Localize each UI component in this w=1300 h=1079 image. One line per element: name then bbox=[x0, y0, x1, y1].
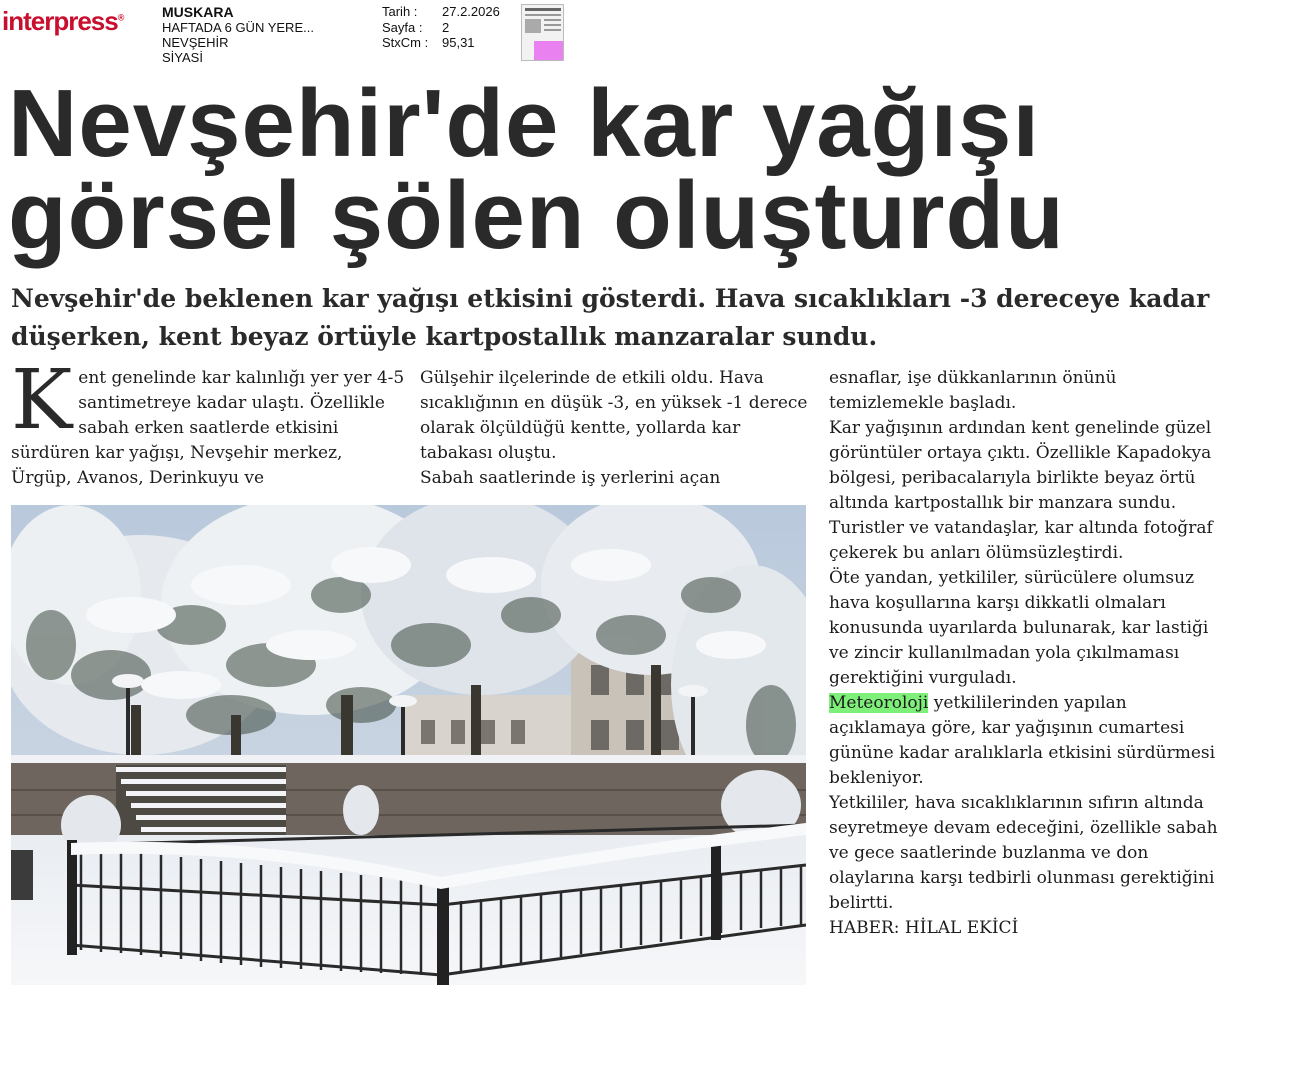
meta-date-label: Tarih : bbox=[382, 4, 418, 19]
drop-cap: K bbox=[11, 353, 73, 448]
meta-stxcm-value: 95,31 bbox=[442, 35, 475, 50]
clipping-meta bbox=[382, 4, 500, 51]
column-3-paragraph-4-text: yetkililerinden yapılan açıklamaya göre, kar yağışının cumartesi gününe kadar aralıklarla etkisini sürdürmesi bekleniyor. bbox=[829, 693, 1216, 788]
column-3-paragraph-3: Öte yandan, yetkililer, sürücülere olumsuz hava koşullarına karşı dikkatli olmaları konusunda uyarılarda bulunarak, kar lastiği ve zincir kullanılmadan yola çıkılmaması gerektiğini vurguladı. bbox=[829, 568, 1209, 688]
column-3-paragraph-4 bbox=[829, 691, 1229, 791]
thumbnail-highlight bbox=[534, 41, 564, 61]
meta-date-row bbox=[382, 4, 500, 20]
spot-text: Nevşehir'de beklenen kar yağışı etkisini gösterdi. Hava sıcaklıkları -3 dereceye kadar düşerken, kent beyaz örtüyle kartpostallık manzaralar sundu. bbox=[11, 284, 1210, 351]
column-3-paragraph-1: esnaflar, işe dükkanlarının önünü temizlemekle başladı. bbox=[829, 368, 1117, 413]
publication-city: NEVŞEHİR bbox=[162, 35, 229, 50]
meta-date-value: 27.2.2026 bbox=[442, 4, 500, 19]
article-column-3 bbox=[829, 366, 1229, 941]
publication-category: SİYASİ bbox=[162, 50, 203, 65]
publication-name: MUSKARA bbox=[162, 4, 234, 20]
headline-line-1: Nevşehir'de kar yağışı bbox=[8, 70, 1041, 177]
snowy-park-photo bbox=[11, 505, 806, 985]
meta-page-row bbox=[382, 20, 500, 36]
column-3-paragraph-2: Kar yağışının ardından kent genelinde güzel görüntüler ortaya çıktı. Özellikle Kapadokya bölgesi, peribacalarıyla birlikte beyaz örtü altında kartpostallık bir manzara sundu. Turistler ve vatandaşlar, kar altında fotoğraf çekerek bu anları ölümsüzleştirdi. bbox=[829, 418, 1213, 563]
meta-stxcm-label: StxCm : bbox=[382, 35, 429, 50]
column-2-paragraph-2: Sabah saatlerinde iş yerlerini açan bbox=[420, 468, 721, 488]
headline-line-2: görsel şölen oluşturdu bbox=[8, 162, 1065, 269]
highlighted-keyword: Meteoroloji bbox=[829, 693, 929, 713]
logo-text: interpress bbox=[2, 6, 118, 36]
page-thumbnail-icon[interactable] bbox=[521, 4, 564, 61]
registered-mark: ® bbox=[117, 12, 124, 23]
meta-page-value: 2 bbox=[442, 19, 450, 35]
publication-frequency: HAFTADA 6 GÜN YERE... bbox=[162, 20, 314, 35]
publication-info bbox=[162, 5, 314, 65]
article-column-1 bbox=[11, 353, 406, 491]
meta-stxcm-row bbox=[382, 35, 500, 51]
article-column-2 bbox=[420, 366, 815, 491]
interpress-logo bbox=[2, 6, 123, 37]
column-1-text: ent genelinde kar kalınlığı yer yer 4-5 santimetreye kadar ulaştı. Özellikle sabah erken saatlerde etkisini sürdüren kar yağışı, Nevşehir merkez, Ürgüp, Avanos, Derinkuyu ve bbox=[11, 368, 405, 488]
column-3-paragraph-5: Yetkililer, hava sıcaklıklarının sıfırın altında seyretmeye devam edeceğini, özellikle sabah ve gece saatlerinde buzlanma ve don olaylarına karşı tedbirli olunması gerektiğini belirtti. bbox=[829, 793, 1218, 913]
byline: HABER: HİLAL EKİCİ bbox=[829, 918, 1019, 938]
meta-page-label: Sayfa : bbox=[382, 19, 423, 35]
headline bbox=[8, 70, 1268, 269]
column-2-paragraph-1: Gülşehir ilçelerinde de etkili oldu. Hava sıcaklığının en düşük -3, en yüksek -1 derece olarak ölçüldüğü kentte, yollarda kar tabakası oluştu. bbox=[420, 368, 808, 463]
